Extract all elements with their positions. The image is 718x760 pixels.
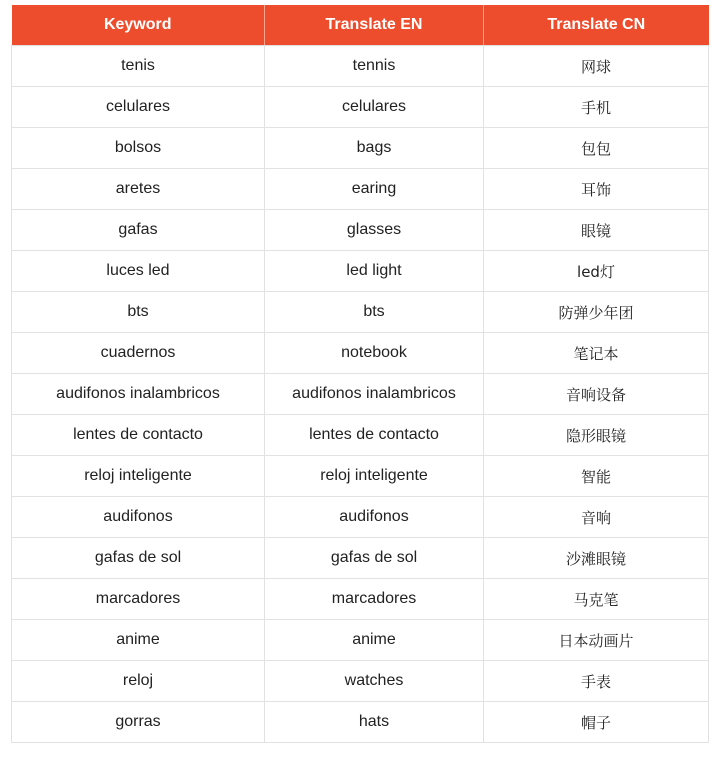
table-row <box>12 374 709 415</box>
cell-translate-en: gafas de sol <box>265 538 484 579</box>
cell-translate-cn: 帽子 <box>484 702 709 743</box>
table-row <box>12 538 709 579</box>
cell-keyword: celulares <box>12 87 265 128</box>
cell-keyword: audifonos <box>12 497 265 538</box>
cell-keyword: tenis <box>12 46 265 87</box>
cell-keyword: reloj <box>12 661 265 702</box>
cell-translate-en: lentes de contacto <box>265 415 484 456</box>
cell-translate-en: earing <box>265 169 484 210</box>
cell-translate-en: bts <box>265 292 484 333</box>
table-row <box>12 702 709 743</box>
cell-translate-cn: 音响设备 <box>484 374 709 415</box>
cell-translate-cn: 日本动画片 <box>484 620 709 661</box>
cell-keyword: audifonos inalambricos <box>12 374 265 415</box>
cell-translate-cn: 马克笔 <box>484 579 709 620</box>
cell-keyword: gorras <box>12 702 265 743</box>
cell-translate-cn: 包包 <box>484 128 709 169</box>
cell-translate-en: notebook <box>265 333 484 374</box>
cell-keyword: marcadores <box>12 579 265 620</box>
cell-translate-en: bags <box>265 128 484 169</box>
cell-keyword: gafas de sol <box>12 538 265 579</box>
keyword-translation-table-container <box>11 5 708 743</box>
cell-keyword: reloj inteligente <box>12 456 265 497</box>
cell-translate-cn: 耳饰 <box>484 169 709 210</box>
cell-translate-cn: 手表 <box>484 661 709 702</box>
cell-translate-cn: 防弹少年团 <box>484 292 709 333</box>
table-row <box>12 128 709 169</box>
table-row <box>12 661 709 702</box>
cell-translate-en: marcadores <box>265 579 484 620</box>
cell-translate-cn: 隐形眼镜 <box>484 415 709 456</box>
cell-translate-en: watches <box>265 661 484 702</box>
table-row <box>12 251 709 292</box>
cell-keyword: cuadernos <box>12 333 265 374</box>
cell-translate-en: reloj inteligente <box>265 456 484 497</box>
cell-translate-en: anime <box>265 620 484 661</box>
table-row <box>12 46 709 87</box>
cell-keyword: anime <box>12 620 265 661</box>
cell-translate-en: hats <box>265 702 484 743</box>
table-header <box>12 5 709 46</box>
header-translate-en: Translate EN <box>265 5 484 46</box>
table-row <box>12 333 709 374</box>
cell-translate-cn: 智能 <box>484 456 709 497</box>
table-row <box>12 415 709 456</box>
cell-translate-cn: led灯 <box>484 251 709 292</box>
table-row <box>12 579 709 620</box>
header-row <box>12 5 709 46</box>
cell-keyword: bts <box>12 292 265 333</box>
cell-keyword: aretes <box>12 169 265 210</box>
table-row <box>12 292 709 333</box>
cell-keyword: luces led <box>12 251 265 292</box>
table-row <box>12 210 709 251</box>
table-row <box>12 87 709 128</box>
table-row <box>12 169 709 210</box>
cell-translate-cn: 眼镜 <box>484 210 709 251</box>
header-translate-cn: Translate CN <box>484 5 709 46</box>
cell-keyword: lentes de contacto <box>12 415 265 456</box>
cell-keyword: gafas <box>12 210 265 251</box>
table-row <box>12 456 709 497</box>
cell-translate-cn: 手机 <box>484 87 709 128</box>
cell-translate-cn: 笔记本 <box>484 333 709 374</box>
cell-translate-cn: 音响 <box>484 497 709 538</box>
cell-translate-en: tennis <box>265 46 484 87</box>
cell-translate-en: audifonos <box>265 497 484 538</box>
cell-translate-en: glasses <box>265 210 484 251</box>
header-keyword: Keyword <box>12 5 265 46</box>
cell-translate-en: celulares <box>265 87 484 128</box>
cell-translate-en: audifonos inalambricos <box>265 374 484 415</box>
cell-keyword: bolsos <box>12 128 265 169</box>
cell-translate-cn: 沙滩眼镜 <box>484 538 709 579</box>
cell-translate-cn: 网球 <box>484 46 709 87</box>
table-row <box>12 620 709 661</box>
table-row <box>12 497 709 538</box>
keyword-translation-table <box>11 5 709 743</box>
cell-translate-en: led light <box>265 251 484 292</box>
table-body <box>12 46 709 743</box>
